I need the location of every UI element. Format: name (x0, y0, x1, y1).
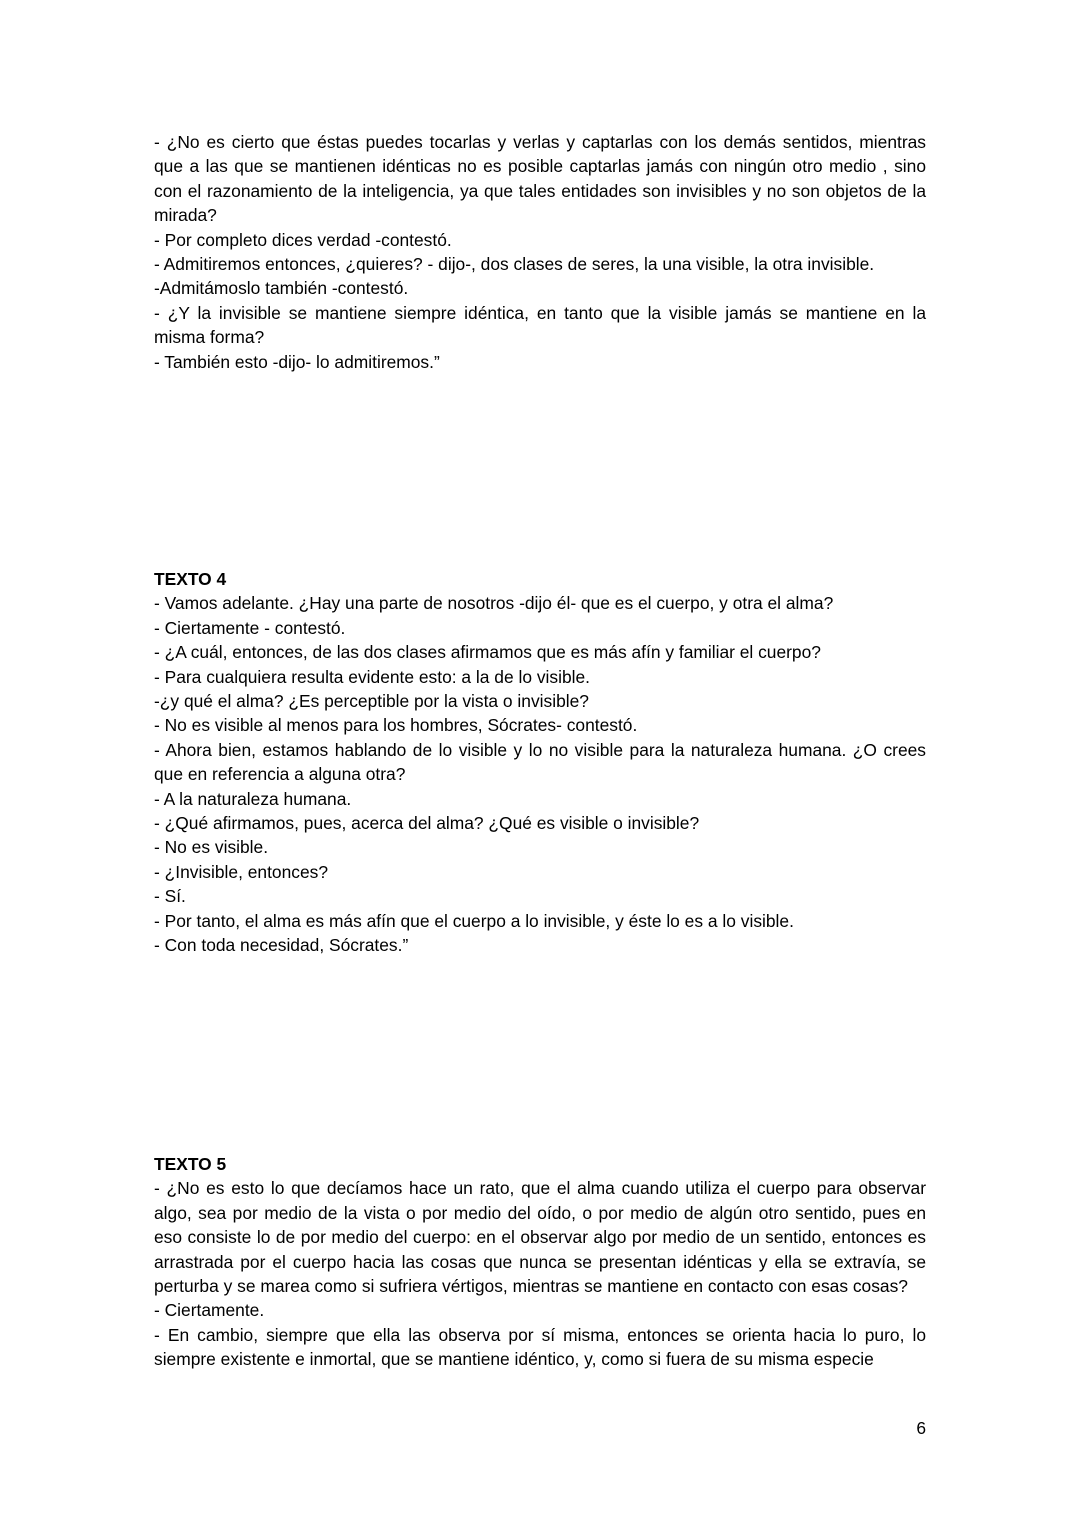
dialogue-line: - Por completo dices verdad -contestó. (154, 229, 452, 250)
dialogue-paragraph: - En cambio, siempre que ella las observa por sí misma, entonces se orienta hacia lo puro, lo siempre existente e inmortal, que se mantiene idéntico, y, como si fuera de su misma especie (154, 1324, 926, 1370)
dialogue-line: - Admitiremos entonces, ¿quieres? - dijo-, dos clases de seres, la una visible, la otra invisible. (154, 254, 875, 275)
dialogue-line: - Ciertamente - contestó. (154, 617, 346, 638)
dialogue-line: - ¿Invisible, entonces? (154, 861, 328, 882)
dialogue-line: - Vamos adelante. ¿Hay una parte de nosotros -dijo él- que es el cuerpo, y otra el alma? (154, 593, 834, 614)
dialogue-line: - ¿A cuál, entonces, de las dos clases afirmamos que es más afín y familiar el cuerpo? (154, 642, 821, 663)
dialogue-line: - Por tanto, el alma es más afín que el cuerpo a lo invisible, y éste lo es a lo visible. (154, 910, 794, 931)
dialogue-line: -¿y qué el alma? ¿Es perceptible por la vista o invisible? (154, 691, 589, 712)
page-number: 6 (916, 1418, 926, 1438)
section-heading: TEXTO 5 (154, 1154, 227, 1174)
dialogue-line: - Con toda necesidad, Sócrates.” (154, 935, 409, 956)
dialogue-line: - Para cualquiera resulta evidente esto: a la de lo visible. (154, 666, 590, 687)
dialogue-line: - También esto -dijo- lo admitiremos.” (154, 351, 440, 372)
dialogue-line: -Admitámoslo también -contestó. (154, 278, 409, 299)
dialogue-line: - Ciertamente. (154, 1300, 265, 1321)
texto-5-section (154, 1152, 926, 1372)
dialogue-line: - No es visible al menos para los hombres, Sócrates- contestó. (154, 715, 638, 736)
dialogue-line: - A la naturaleza humana. (154, 788, 352, 809)
texto-4-section (154, 567, 926, 958)
dialogue-paragraph: - ¿Y la invisible se mantiene siempre idéntica, en tanto que la visible jamás se mantiene en la misma forma? (154, 302, 926, 348)
dialogue-paragraph: - ¿No es cierto que éstas puedes tocarlas y verlas y captarlas con los demás sentidos, mientras que a las que se mantienen idénticas no es posible captarlas jamás con ningún otro medio , sino con el razonamiento de la inteligencia, ya que tales entidades son invisibles y no son objetos de la mirada? (154, 132, 926, 226)
dialogue-line: - ¿Qué afirmamos, pues, acerca del alma? ¿Qué es visible o invisible? (154, 813, 700, 834)
dialogue-line: - No es visible. (154, 837, 269, 858)
continued-dialogue (154, 130, 926, 374)
dialogue-line: - Sí. (154, 886, 186, 907)
section-heading: TEXTO 4 (154, 569, 227, 589)
dialogue-paragraph: - Ahora bien, estamos hablando de lo visible y lo no visible para la naturaleza humana. ¿O crees que en referencia a alguna otra? (154, 739, 926, 785)
dialogue-paragraph: - ¿No es esto lo que decíamos hace un rato, que el alma cuando utiliza el cuerpo para observar algo, sea por medio de la vista o por medio del oído, o por medio de algún otro sentido, pues en eso consiste lo de por medio del cuerpo: en el observar algo por medio de un sentido, entonces es arrastrada por el cuerpo hacia las cosas que nunca se presentan idénticas y ella se extravía, se perturba y se marea como si sufriera vértigos, mientras se mantiene en contacto con esas cosas? (154, 1178, 926, 1297)
